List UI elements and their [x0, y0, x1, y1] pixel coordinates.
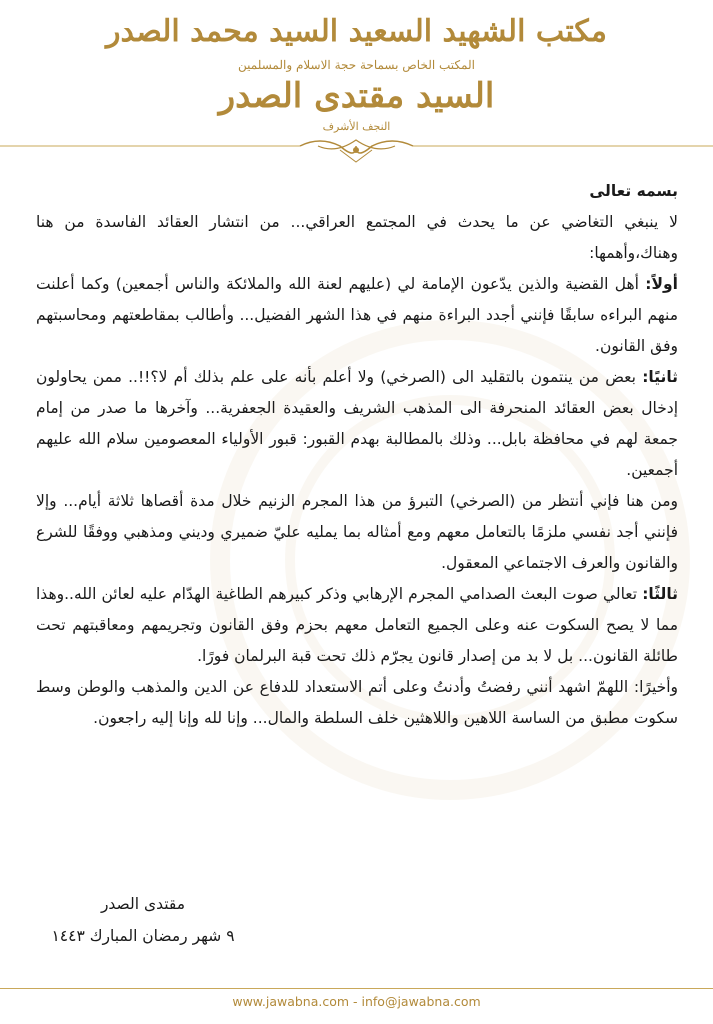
- point-second: [36, 362, 678, 486]
- point-third-text: تعالي صوت البعث الصدامي المجرم الإرهابي وذكر كبيرهم الطاغية الهدّام عليه لعائن الله..وهذا مما لا يصح السكوت عنه وعلى الجميع التعامل معهم بحزم وفق القانون وتجريمهم ومعاقبتهم تحت طائلة القانون... بل لا بد من إصدار قانون يجرّم ذلك تحت قبة البرلمان فورًا.: [36, 585, 678, 665]
- signature-date: ٩ شهر رمضان المبارك ١٤٤٣: [51, 927, 235, 945]
- warning-paragraph: ومن هنا فإني أنتظر من (الصرخي) التبرؤ من هذا المجرم الزنيم خلال مدة أقصاها ثلاثة أيام... وإلا فإنني أجد نفسي ملزمًا بالتعامل معهم ومع أمثاله بما يمليه عليّ ضميري وديني ومذهبي ووفقًا للشرع والقانون والعرف الاجتماعي المعقول.: [36, 492, 678, 572]
- intro-paragraph: لا ينبغي التغاضي عن ما يحدث في المجتمع العراقي... من انتشار العقائد الفاسدة من هنا وهناك،وأهمها:: [36, 213, 678, 262]
- footer-divider: [0, 988, 713, 989]
- point-final-text: اللهمّ اشهد أنني رفضتُ وأدنتُ وعلى أتم الاستعداد للدفاع عن الدين والمذهب والوطن وسط سكوت مطبق من الساسة اللاهين واللاهثين خلف السلطة والمال... وإنا لله وإنا إليه راجعون.: [36, 678, 678, 727]
- office-title: مكتب الشهيد السعيد السيد محمد الصدر: [105, 14, 608, 49]
- point-third: [36, 579, 678, 672]
- point-first-lead: أولاً:: [645, 275, 678, 293]
- letter-body: [36, 176, 678, 734]
- footer-contact: www.jawabna.com - info@jawabna.com: [232, 994, 481, 1009]
- point-first: [36, 269, 678, 362]
- sayyid-name: السيد مقتدى الصدر: [218, 76, 495, 116]
- signature-name: مقتدى الصدر: [100, 895, 186, 913]
- point-second-text: بعض من ينتمون بالتقليد الى (الصرخي) ولا أعلم بأنه على علم بذلك أم لا؟!!.. ممن يحاولون إدخال بعض العقائد المنحرفة الى المذهب الشريف والعقيدة الجعفرية... وآخرها ما صدر من إمام جمعة لهم في محافظة بابل... وذلك بالمطالبة بهدم القبور: قبور الأولياء المعصومين سلام الله عليهم أجمعين.: [36, 368, 678, 479]
- ornament-divider-icon: [0, 134, 713, 164]
- point-second-lead: ثانيًا:: [642, 368, 678, 386]
- point-final: [36, 672, 678, 734]
- city-name: النجف الأشرف: [322, 120, 391, 133]
- point-third-lead: ثالثًا:: [642, 585, 678, 603]
- basmala: بسمه تعالى: [589, 182, 678, 200]
- signature-block: [13, 888, 273, 952]
- office-subtitle: المكتب الخاص بسماحة حجة الاسلام والمسلمين: [238, 58, 475, 72]
- point-first-text: أهل القضية والذين يدّعون الإمامة لي (عليهم لعنة الله والملائكة والناس أجمعين) وكما أعلنت منهم البراءه سابقًا فإنني أجدد البراءة منهم في هذا الشهر الفضيل... وأطالب بمقاطعتهم ومحاسبتهم وفق القانون.: [36, 275, 678, 355]
- point-final-lead: وأخيرًا:: [633, 678, 678, 696]
- letterhead: [0, 0, 713, 170]
